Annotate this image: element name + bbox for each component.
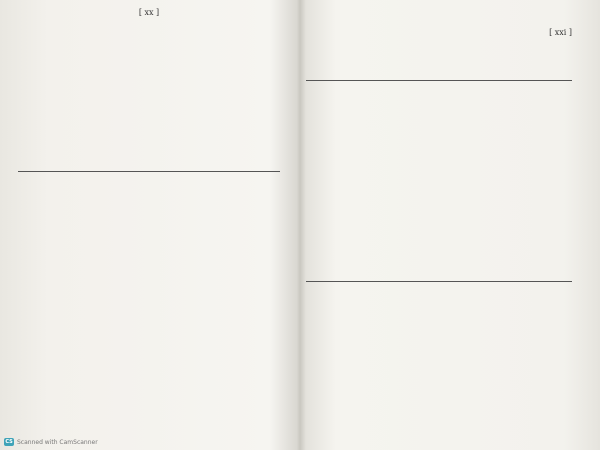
scanner-watermark-text: Scanned with CamScanner	[17, 438, 98, 446]
right-folio: [ xxi ]	[549, 28, 572, 37]
section-divider	[306, 80, 572, 81]
camscanner-icon: CS	[5, 439, 13, 445]
section-divider	[18, 171, 280, 172]
section-divider	[306, 281, 572, 282]
left-folio: [ xx ]	[138, 8, 160, 17]
scanner-watermark	[4, 438, 98, 446]
left-page	[18, 0, 280, 450]
right-page	[306, 0, 572, 450]
